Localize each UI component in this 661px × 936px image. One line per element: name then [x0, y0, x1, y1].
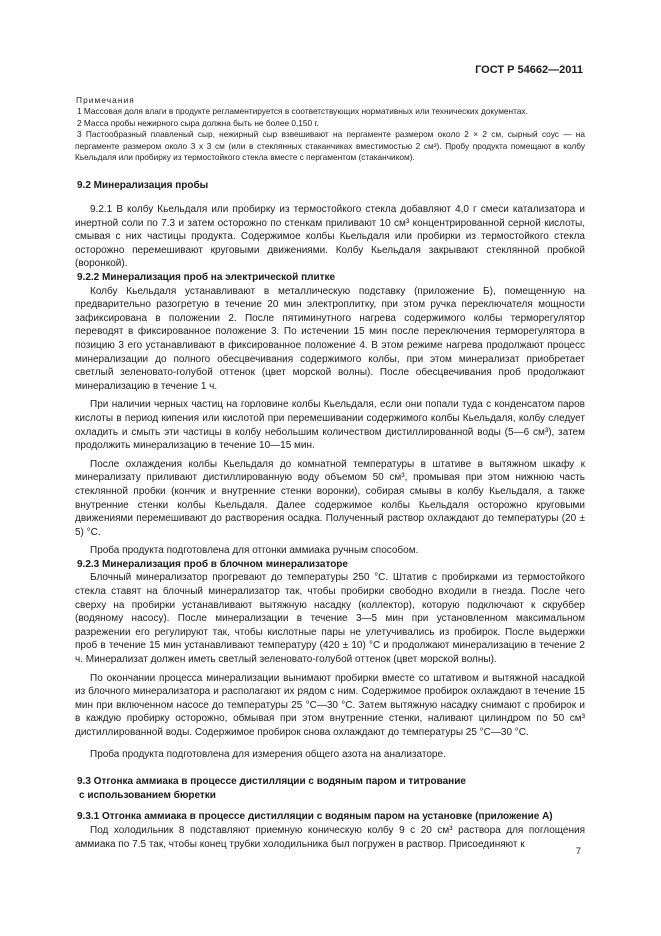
- paragraph-9-2-2-1: Колбу Кьельдаля устанавливают в металлическую подставку (приложение Б), помещенную на предварительно разогретую в течение 20 мин электроплитку, при этом ручка переключателя мощности зафиксирована в положении 2. После пятиминутного нагрева содержимого колбы терморегулятор переводят в фиксированное положение 3. По истечении 15 мин после переключения терморегулятора в позицию 3 его устанавливают в фиксированное положение 4. В этом режиме нагрева продолжают процесс минерализации до полного обесцвечивания содержимого колбы, при этом минерализат приобретает светлый зеленовато-голубой оттенок (цвет морской волны). После обесцвечивания проб продолжают минерализацию в течение 1 ч.: [75, 285, 585, 392]
- section-9-2-2-heading: 9.2.2 Минерализация проб на электрической плитке: [77, 272, 336, 283]
- standard-number-header: ГОСТ Р 54662—2011: [475, 64, 583, 76]
- note-item-2: 2 Масса пробы нежирного сыра должна быть не более 0,150 г.: [77, 117, 319, 128]
- note-item-3: 3 Пастообразный плавленый сыр, нежирный сыр взвешивают на пергаменте размером около 2 × 2 см, сырный соус — на пергаменте размером около 3 х 3 см (или в стеклянных стаканчиках вместимостью 2 см³). Пробу продукта помещают в колбу Кьельдаля или пробирку из термостойкого стекла вместе с пергаментом (стаканчиком).: [75, 129, 585, 163]
- notes-heading: Примечания: [76, 95, 135, 105]
- paragraph-9-2-3-1: Блочный минерализатор прогревают до температуры 250 °С. Штатив с пробирками из термостойкого стекла ставят на блочный минерализатор так, чтобы пробирки свободно входили в гнезда. После чего сверху на пробирки устанавливают вытяжную насадку (коллектор), которую подключают к скруббер (водяному насосу). После минерализации в течение 3—5 мин при установленном максимальном разрежении его регулируют так, чтобы кислотные пары не улетучивались из пробирок. После выдержки проб в течение 15 мин устанавливают температуру (420 ± 10) °С и продолжают минерализацию в течение 2 ч. Минерализат должен иметь светлый зеленовато-голубой оттенок (цвет морской волны).: [75, 572, 585, 666]
- paragraph-9-2-2-3: После охлаждения колбы Кьельдаля до комнатной температуры в штативе в вытяжном шкафу к минерализату приливают дистиллированную воду объемом 50 см³, промывая при этом нижнюю часть стеклянной пробки (кончик и внутренние стенки воронки), собирая смывы в колбу Кьельдаля, а также внутренние стенки колбы Кьельдаля. Далее содержимое колбы Кьельдаля осторожно круговыми движениями перемешивают до растворения осадка. Полученный раствор охлаждают до температуры (20 ± 5) °С.: [75, 458, 585, 538]
- paragraph-9-3-1-1: Под холодильник 8 подставляют приемную коническую колбу 9 с 20 см³ раствора для поглощения аммиака по 7.5 так, чтобы конец трубки холодильника был погружен в раствор. Присоединяют к: [75, 824, 585, 850]
- section-9-3-heading-line-1: 9.3 Отгонка аммиака в процессе дистилляции с водяным паром и титрование: [77, 776, 466, 788]
- paragraph-9-2-3-3: Проба продукта подготовлена для измерения общего азота на анализаторе.: [90, 748, 446, 760]
- section-9-3-1-heading: 9.3.1 Отгонка аммиака в процессе дистилляции с водяным паром на установке (приложение А): [77, 811, 553, 823]
- section-9-2-heading: 9.2 Минерализация пробы: [77, 180, 209, 192]
- section-9-2-3-heading: 9.2.3 Минерализация проб в блочном минерализаторе: [77, 558, 348, 570]
- note-item-1: 1 Массовая доля влаги в продукте регламентируется в соответствующих нормативных или технических документах.: [77, 106, 528, 117]
- paragraph-9-2-2-2: При наличии черных частиц на горловине колбы Кьельдаля, если они попали туда с конденсатом паров кислоты в период кипения или кислотой при перемешивании содержимого колбы Кьельдаля, колбу следует охладить и смыть эти частицы в колбу небольшим количеством дистиллированной воды (5—6 см³), затем продолжить минерализацию в течение 10—15 мин.: [75, 399, 585, 452]
- document-body: [75, 95, 585, 851]
- notes-block: [75, 95, 585, 163]
- page-number: 7: [575, 846, 581, 857]
- section-9-3-heading-line-2: с использованием бюретки: [79, 789, 216, 801]
- paragraph-9-2-3-2: По окончании процесса минерализации вынимают пробирки вместе со штативом и вытяжной насадкой из блочного минерализатора и располагают их рядом с ним. Содержимое пробирок охлаждают в течение 15 мин при включенном насосе до температуры 25 °С—30 °С. Затем вытяжную насадку снимают с пробирок и в каждую пробирку осторожно, обмывая при этом внутренние стенки, наливают цилиндром по 50 см³ дистиллированной воды. Содержимое пробирок снова охлаждают до температуры 25 °С—30 °С.: [75, 672, 585, 738]
- paragraph-9-2-2-4: Проба продукта подготовлена для отгонки аммиака ручным способом.: [90, 545, 419, 557]
- section-9-3-heading: [75, 775, 585, 802]
- paragraph-9-2-1: 9.2.1 В колбу Кьельдаля или пробирку из термостойкого стекла добавляют 4,0 г смеси катализатора и инертной соли по 7.3 и затем осторожно по стенкам приливают 10 см³ концентрированной серной кислоты, смывая с них частицы продукта. Содержимое колбы Кьельдаля или пробирки из термостойкого стекла осторожно перемешивают круговыми движениями. Колбу Кьельдаля закрывают стеклянной пробкой (воронкой).: [75, 204, 585, 270]
